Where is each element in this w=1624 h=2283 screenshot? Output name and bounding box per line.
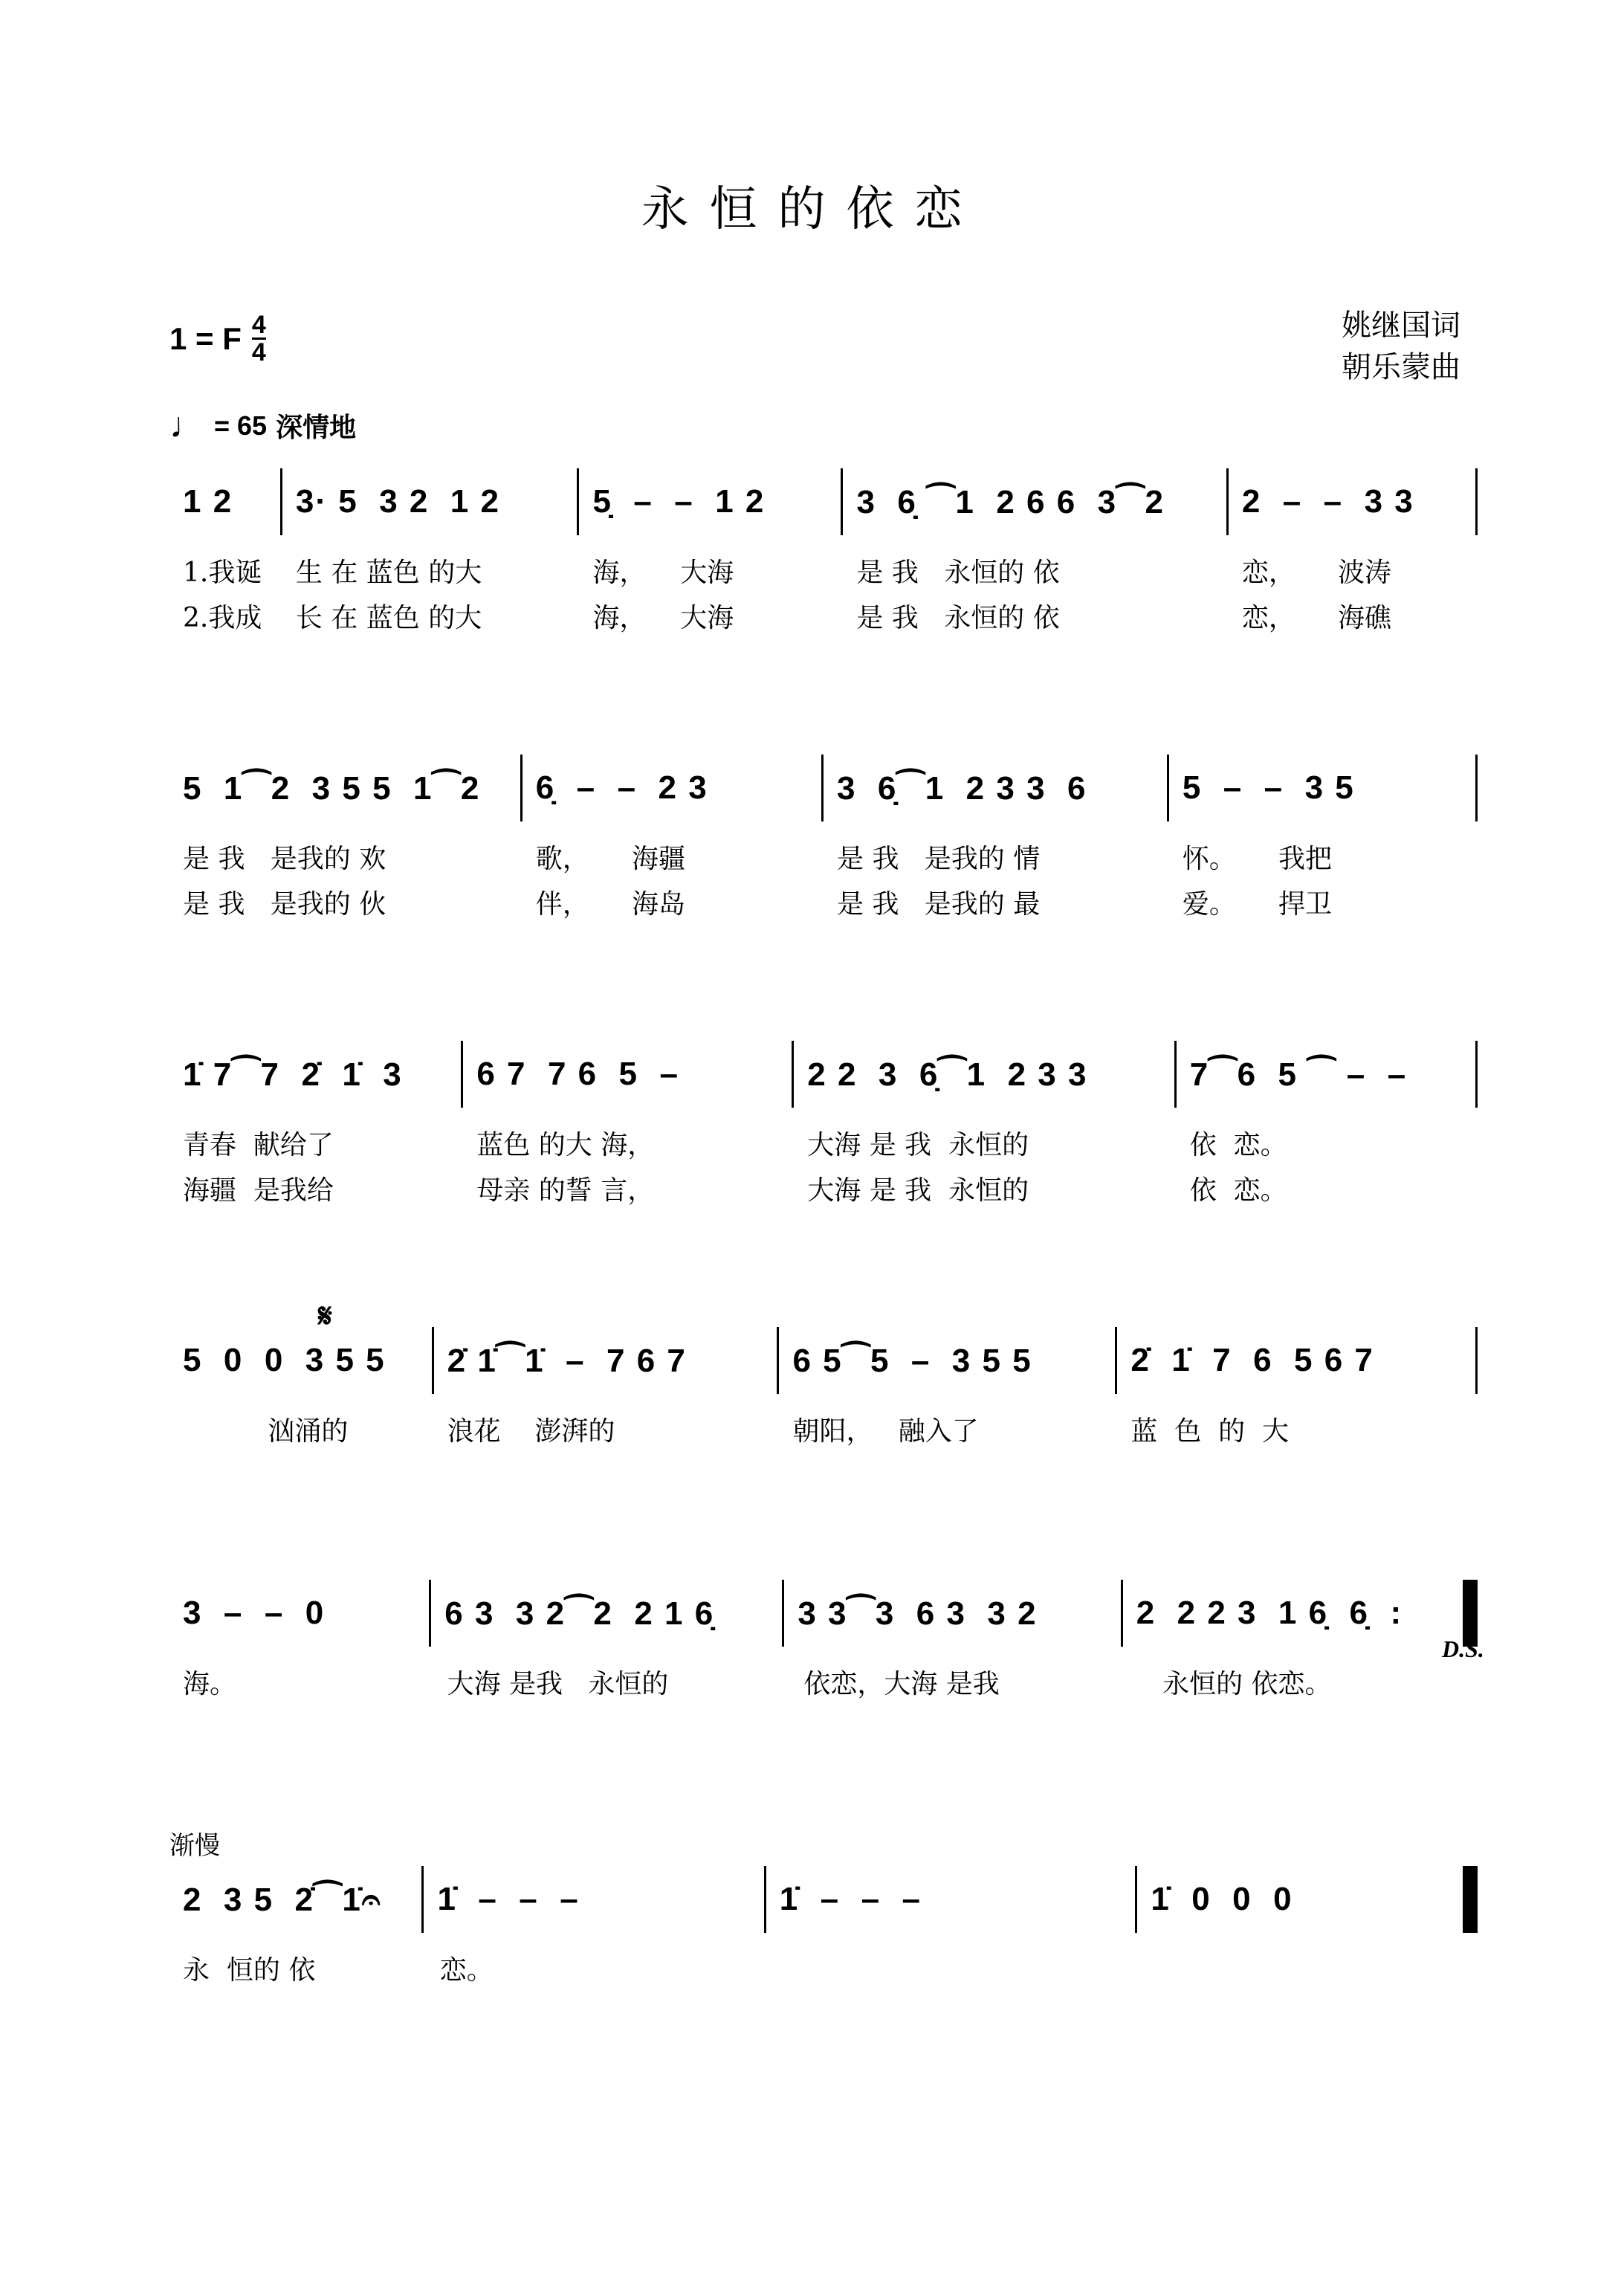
lyric-segment: 是 我 是我的 伙 <box>183 889 386 920</box>
lyric-segment: 2.我成 <box>183 603 262 633</box>
measure-notes: 2 2 2 3 1 6̣ 6̣ : <box>1136 1595 1403 1631</box>
lyricist: 姚继国词 <box>1342 309 1460 343</box>
lyric-segment: 生 在 蓝色 的大 <box>295 558 482 588</box>
time-top: 4 <box>251 311 266 339</box>
lyric-segment: 海， 大海 <box>592 558 734 588</box>
lyric-segment: 海。 <box>183 1669 237 1699</box>
measure-notes: 3 6̣⁀1 2 3 3 6 <box>837 769 1087 807</box>
measure-notes: 5 – – 3 5 <box>1182 769 1355 806</box>
measure <box>169 755 520 821</box>
measure-notes: 1̇ 0 0 0 <box>1151 1881 1293 1917</box>
staff-line <box>169 1041 1478 1108</box>
measure-notes: 5̣ – – 1 2 <box>592 483 766 520</box>
lyric-segment: 是 我 永恒的 依 <box>856 558 1060 588</box>
lyric-segment: 永 恒的 依 <box>183 1955 316 1986</box>
barline <box>1475 468 1478 535</box>
measure-notes: 5 1⁀2 3 5 5 1⁀2 <box>183 769 481 807</box>
lyric-segment: 汹涌的 <box>183 1416 349 1447</box>
tempo-bpm: = 65 <box>214 410 268 441</box>
lyric-segment: 恋。 <box>439 1955 494 1986</box>
measure-notes: 2 2 3 6̣⁀1 2 3 3 <box>807 1056 1088 1093</box>
staff-line <box>169 468 1478 535</box>
measure-notes: 6 7 7 6 5 – <box>476 1056 679 1092</box>
lyrics-verse-2 <box>169 883 1478 921</box>
measure <box>169 1041 461 1108</box>
tempo-expression: 深情地 <box>276 412 357 442</box>
measure <box>169 1327 432 1394</box>
measure-notes: 3· 5 3 2 1 2 <box>295 483 500 520</box>
measure <box>1177 1041 1475 1108</box>
measure <box>794 1041 1174 1108</box>
barline <box>1475 1041 1478 1108</box>
barline <box>1475 1327 1478 1394</box>
measure-notes: 6̣ – – 2 3 <box>535 769 708 806</box>
measure <box>424 1866 763 1933</box>
lyric-segment: 长 在 蓝色 的大 <box>295 603 482 633</box>
measure-notes: 6 5⁀5 – 3 5 5 <box>792 1342 1032 1379</box>
measure-notes: 1̇ 7⁀7 2̇ 1̇ 3 <box>183 1056 403 1093</box>
lyric-segment: 大海 是 我 永恒的 <box>807 1130 1029 1160</box>
lyric-segment: 是 我 是我的 情 <box>837 844 1041 874</box>
measure-notes: 1̇ – – – <box>779 1881 922 1917</box>
measure <box>463 1041 792 1108</box>
ritardando-mark: 渐慢 <box>169 1831 220 1861</box>
measure-notes: 1 2 <box>183 483 233 520</box>
score-row <box>169 468 1478 635</box>
lyrics-verse-1 <box>169 1949 1478 1987</box>
measure <box>766 1866 1136 1933</box>
lyrics-verse-1 <box>169 1410 1478 1448</box>
lyric-segment: 爱。 捍卫 <box>1182 889 1333 920</box>
lyric-segment: 1.我诞 <box>183 558 262 588</box>
measure <box>579 468 841 535</box>
measure <box>523 755 821 821</box>
measure-notes: 1̇ – – – <box>437 1881 580 1917</box>
lyric-segment: 是 我 是我的 最 <box>837 889 1041 920</box>
lyric-segment: 是 我 永恒的 依 <box>856 603 1060 633</box>
song-title: 永恒的依恋 <box>641 182 983 237</box>
measure <box>843 468 1226 535</box>
lyrics-verse-1 <box>169 1124 1478 1162</box>
measure <box>784 1580 1120 1647</box>
ds-mark: D.S. <box>1442 1635 1484 1662</box>
measure <box>169 1866 421 1933</box>
measure-notes: 2 3 5 2̇⁀1̇𝄐 <box>183 1881 382 1918</box>
staff-line <box>169 1866 1478 1933</box>
lyrics-verse-1 <box>169 1663 1478 1701</box>
lyric-segment: 依 恋。 <box>1189 1175 1287 1206</box>
key-signature <box>169 312 266 365</box>
lyric-segment: 是 我 是我的 欢 <box>183 844 386 874</box>
key-label: 1 = F <box>169 320 242 356</box>
quarter-note-icon: ♩ <box>169 406 205 445</box>
measure-notes: 7⁀6 5 ⁀ – – <box>1189 1056 1408 1093</box>
measure <box>1117 1327 1475 1394</box>
measure-notes: 3 3⁀3 6 3 3 2 <box>798 1595 1038 1632</box>
measure <box>169 1580 429 1647</box>
staff-line <box>169 1580 1478 1647</box>
barline <box>1475 755 1478 821</box>
time-signature <box>252 312 266 365</box>
credits <box>1342 305 1460 388</box>
lyrics-verse-2 <box>169 1169 1478 1207</box>
measure-notes: 2̇ 1̇ 7 6 5 6 7 <box>1130 1342 1374 1378</box>
lyric-segment: 蓝色 的大 海， <box>476 1130 655 1160</box>
lyric-segment: 蓝 色 的 大 <box>1130 1416 1289 1447</box>
lyric-segment: 歌， 海疆 <box>535 844 685 874</box>
lyric-segment: 伴， 海岛 <box>535 889 685 920</box>
measure <box>1137 1866 1463 1933</box>
lyrics-verse-1 <box>169 838 1478 876</box>
segno-icon: 𝄋 <box>318 1297 332 1335</box>
score-row <box>169 1041 1478 1207</box>
lyric-segment: 永恒的 依恋。 <box>1145 1669 1332 1699</box>
lyrics-verse-1 <box>169 552 1478 590</box>
measure <box>431 1580 782 1647</box>
lyric-segment: 海， 大海 <box>592 603 734 633</box>
measure <box>282 468 578 535</box>
lyric-segment: 母亲 的誓 言， <box>476 1175 655 1206</box>
lyric-segment: 海疆 是我给 <box>183 1175 334 1206</box>
measure-notes: 2̇ 1̇⁀1̇ – 7 6 7 <box>447 1342 687 1379</box>
measure-notes: 5 0 0 3 5 5 <box>183 1342 386 1378</box>
staff-line <box>169 1327 1478 1394</box>
score-row <box>169 1866 1478 1995</box>
staff-line <box>169 755 1478 821</box>
measure <box>1123 1580 1463 1647</box>
measure-notes: 6 3 3 2⁀2 2 1 6̣ <box>444 1595 715 1632</box>
score-row <box>169 1327 1478 1456</box>
score-row <box>169 755 1478 921</box>
lyric-segment: 怀。 我把 <box>1182 844 1333 874</box>
lyric-segment: 浪花 澎湃的 <box>447 1416 615 1447</box>
lyrics-verse-2 <box>169 597 1478 635</box>
measure <box>1169 755 1475 821</box>
measure <box>1229 468 1475 535</box>
lyric-segment: 恋， 海礁 <box>1241 603 1392 633</box>
composer: 朝乐蒙曲 <box>1342 350 1460 384</box>
final-barline <box>1463 1866 1478 1933</box>
score-row <box>169 1580 1478 1708</box>
lyric-segment: 大海 是我 永恒的 <box>447 1669 669 1699</box>
measure-notes: 3 – – 0 <box>183 1595 326 1631</box>
time-bottom: 4 <box>251 338 266 366</box>
lyric-segment: 依恋，大海 是我 <box>803 1669 1000 1699</box>
measure-notes: 3 6̣ ⁀1 2 6 6 3⁀2 <box>856 483 1165 520</box>
lyric-segment: 依 恋。 <box>1189 1130 1287 1160</box>
measure <box>434 1327 777 1394</box>
measure <box>824 755 1167 821</box>
lyric-segment <box>772 1949 1148 1987</box>
lyric-segment: 青春 献给了 <box>183 1130 334 1160</box>
lyric-segment: 朝阳， 融入了 <box>792 1416 979 1447</box>
lyric-segment: 恋， 波涛 <box>1241 558 1392 588</box>
measure <box>779 1327 1115 1394</box>
lyric-segment: 大海 是 我 永恒的 <box>807 1175 1029 1206</box>
lyric-segment <box>1147 1949 1478 1987</box>
tempo-marking <box>169 405 356 446</box>
measure <box>169 468 280 535</box>
measure-notes: 2 – – 3 3 <box>1241 483 1414 520</box>
